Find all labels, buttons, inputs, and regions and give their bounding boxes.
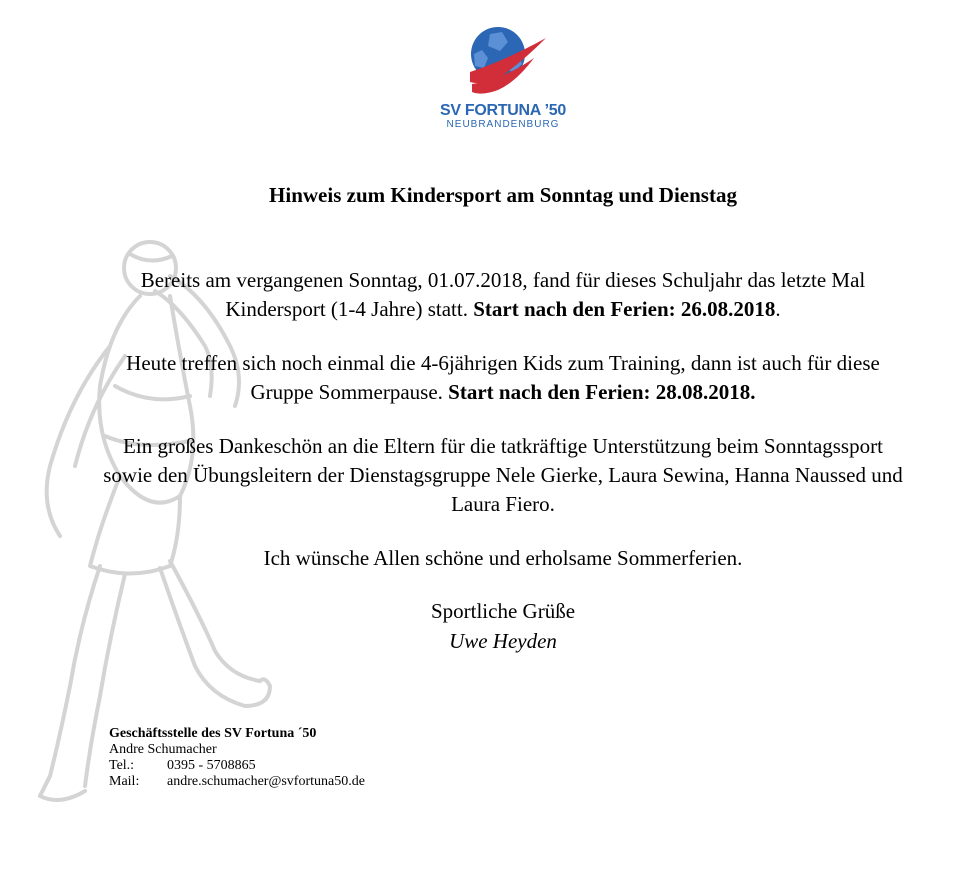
paragraph-tuesday-start-date: Start nach den Ferien: 28.08.2018. <box>448 380 756 404</box>
footer-phone-row <box>109 758 365 774</box>
paragraph-tuesday-text: Heute treffen sich noch einmal die 4-6jährigen Kids zum Training, dann ist auch für diese Gruppe Sommerpause. <box>126 351 880 404</box>
paragraph-sunday-end: . <box>775 297 781 321</box>
footer-phone-label: Tel.: <box>109 758 135 773</box>
footer-contact-name: Andre Schumacher <box>109 742 217 757</box>
closing-greeting: Sportliche Grüße <box>430 599 576 623</box>
logo-club-city: NEUBRANDENBURG <box>446 119 560 130</box>
footer-contact <box>109 726 365 790</box>
footer-office: Geschäftsstelle des SV Fortuna ´50 <box>109 726 317 741</box>
footer-mail-value[interactable]: andre.schumacher@svfortuna50.de <box>167 774 365 789</box>
page-title: Hinweis zum Kindersport am Sonntag und Dienstag <box>269 183 737 207</box>
paragraph-wishes: Ich wünsche Allen schöne und erholsame Sommerferien. <box>263 546 743 570</box>
paragraph-sunday-start-date: Start nach den Ferien: 26.08.2018 <box>473 297 776 321</box>
club-logo <box>436 24 570 132</box>
footer-mail-label: Mail: <box>109 774 140 789</box>
footer-phone-value: 0395 - 5708865 <box>167 758 256 773</box>
paragraph-thanks: Ein großes Dankeschön an die Eltern für die tatkräftige Unterstützung beim Sonntagssport sowie den Übungsleitern der Dienstagsgruppe Nele Gierke, Laura Sewina, Hanna Naussed und Laura Fiero. <box>103 434 903 516</box>
paragraph-tuesday <box>96 349 910 407</box>
logo-club-name: SV FORTUNA ’50 <box>440 102 566 119</box>
handball-logo-icon <box>462 24 552 104</box>
paragraph-sunday <box>96 266 910 324</box>
paragraph-sunday-text: Bereits am vergangenen Sonntag, 01.07.2018, fand für dieses Schuljahr das letzte Mal Kindersport (1-4 Jahre) statt. <box>140 268 866 321</box>
footer-mail-row <box>109 774 365 790</box>
closing-signature: Uwe Heyden <box>449 629 557 653</box>
